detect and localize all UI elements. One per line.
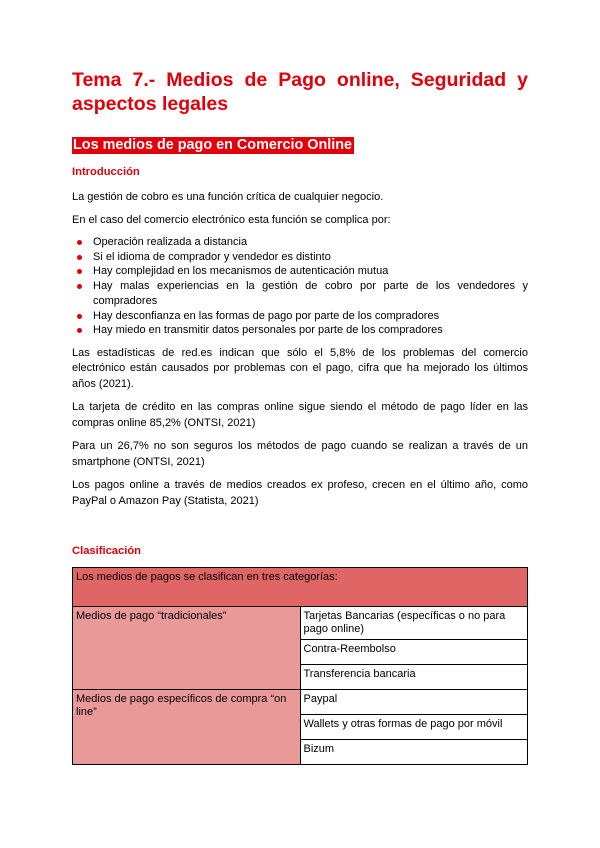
section-heading: Los medios de pago en Comercio Online — [73, 137, 353, 153]
bullet-icon — [77, 328, 82, 333]
page-title-line-1: Tema 7.- Medios de Pago online, Seguridad y — [72, 69, 528, 91]
bullet-icon — [77, 240, 82, 245]
table-cell: Paypal — [300, 690, 528, 715]
list-item: Si el idioma de comprador y vendedor es distinto — [72, 250, 528, 265]
intro-paragraph-1: La gestión de cobro es una función crítica de cualquier negocio. — [72, 191, 384, 203]
table-cell: Bizum — [300, 740, 528, 765]
intro-paragraph-5: Para un 26,7% no son seguros los métodos de pago cuando se realizan a través de un smartphone (ONTSI, 2021) — [72, 440, 528, 468]
table-cell: Contra-Reembolso — [300, 640, 528, 665]
list-item: Operación realizada a distancia — [72, 235, 528, 250]
classification-table — [72, 567, 528, 765]
bullet-list — [72, 235, 528, 338]
table-row — [73, 568, 528, 607]
list-item: Hay miedo en transmitir datos personales por parte de los compradores — [72, 323, 528, 338]
intro-paragraph-2: En el caso del comercio electrónico esta función se complica por: — [72, 213, 391, 226]
bullet-icon — [77, 314, 82, 319]
category-cell-traditional: Medios de pago “tradicionales” — [73, 607, 301, 690]
category-cell-online: Medios de pago específicos de compra “on line” — [73, 690, 301, 765]
intro-paragraph-4: La tarjeta de crédito en las compras online sigue siendo el método de pago líder en las compras online 85,2% (ONTSI, 2021) — [72, 401, 528, 429]
table-row — [73, 690, 528, 715]
list-item: Hay complejidad en los mecanismos de autenticación mutua — [72, 264, 528, 279]
table-cell: Transferencia bancaria — [300, 665, 528, 690]
table-cell: Wallets y otras formas de pago por móvil — [300, 715, 528, 740]
classification-heading: Clasificación — [72, 545, 142, 558]
list-item: Hay desconfianza en las formas de pago por parte de los compradores — [72, 309, 528, 324]
document-page — [72, 68, 528, 765]
table-row — [73, 607, 528, 640]
table-header-cell: Los medios de pagos se clasifican en tres categorías: — [73, 568, 528, 607]
intro-paragraph-6: Los pagos online a través de medios creados ex profeso, crecen en el último año, como PayPal o Amazon Pay (Statista, 2021) — [72, 479, 528, 507]
page-title — [72, 68, 528, 116]
page-title-line-2: aspectos legales — [72, 93, 229, 115]
table-cell: Tarjetas Bancarias (específicas o no para pago online) — [300, 607, 528, 640]
bullet-icon — [77, 284, 82, 289]
bullet-icon — [77, 269, 82, 274]
list-item: Hay malas experiencias en la gestión de cobro por parte de los vendedores y compradores — [72, 279, 528, 308]
intro-heading: Introducción — [72, 166, 140, 178]
bullet-icon — [77, 255, 82, 260]
intro-paragraph-3: Las estadísticas de red.es indican que sólo el 5,8% de los problemas del comercio electrónico están causados por problemas con el pago, cifra que ha mejorado los últimos años (2021). — [72, 346, 528, 390]
